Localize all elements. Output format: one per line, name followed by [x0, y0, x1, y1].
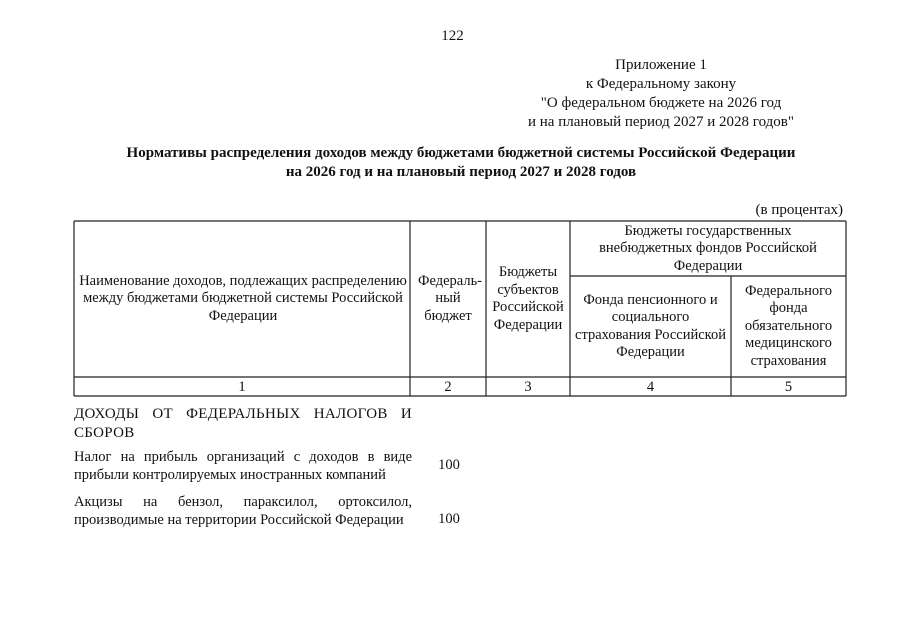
header-federal-budget: [411, 223, 485, 375]
appendix-line-3: "О федеральном бюджете на 2026 год: [540, 95, 782, 111]
header-regional-budgets-text: Бюджеты субъектов Российской Федерации: [492, 264, 564, 333]
appendix-line-2: к Федеральному закону: [585, 76, 737, 92]
section-heading-federal-taxes: ДОХОДЫ ОТ ФЕДЕРАЛЬНЫХ НАЛОГОВ И СБОРОВ: [74, 406, 412, 441]
header-income-name: [78, 223, 408, 375]
header-pension-fund: [571, 277, 730, 376]
header-pension-fund-text: Фонда пенсионного и социального страхования Российской Федерации: [575, 291, 726, 360]
title-line-2: на 2026 год и на плановый период 2027 и 2028 годов: [285, 164, 637, 180]
header-funds-group: [576, 223, 840, 275]
appendix-line-4: и на плановый период 2027 и 2028 годов": [528, 114, 794, 130]
row-value-excise-benzene-federal: 100: [438, 511, 460, 527]
column-number-3: 3: [524, 379, 532, 395]
column-number-4: 4: [646, 379, 655, 395]
row-value-cfc-profit-tax-federal: 100: [438, 457, 460, 473]
header-medical-fund: [732, 277, 845, 376]
header-medical-fund-text: Федерального фонда обязательного медицинского страхования: [744, 282, 833, 369]
header-income-name-text: Наименование доходов, подлежащих распределению между бюджетами бюджетной системы Российской Федерации: [79, 272, 407, 324]
units-note: (в процентах): [755, 202, 843, 218]
page-number: 122: [441, 28, 464, 44]
column-number-5: 5: [784, 379, 793, 395]
column-number-2: 2: [444, 379, 452, 395]
title-line-1: Нормативы распределения доходов между бюджетами бюджетной системы Российской Федерации: [126, 145, 796, 161]
column-number-1: 1: [238, 379, 246, 395]
header-federal-budget-text: Федераль-ный бюджет: [418, 272, 483, 324]
row-name-excise-benzene: Акцизы на бензол, параксилол, ортоксилол, производимые на территории Российской Федерации: [74, 494, 412, 528]
appendix-line-1: Приложение 1: [615, 57, 707, 73]
header-funds-group-text: Бюджеты государственных внебюджетных фондов Российской Федерации: [599, 222, 817, 274]
row-name-cfc-profit-tax: Налог на прибыль организаций с доходов в виде прибыли контролируемых иностранных компаний: [74, 449, 412, 483]
header-regional-budgets: [487, 223, 569, 375]
